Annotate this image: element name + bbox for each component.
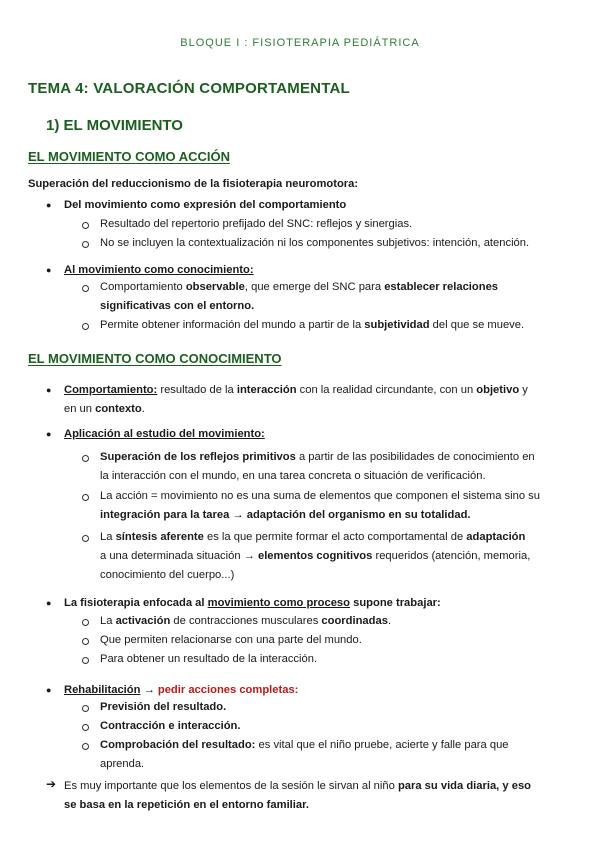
subtitle: 1) EL MOVIMIENTO	[46, 117, 183, 134]
list-item: La síntesis aferente es la que permite formar el acto comportamental de adaptación	[100, 531, 526, 543]
list-item: Resultado del repertorio prefijado del SNC: reflejos y sinergias.	[100, 218, 413, 230]
bullet-icon: ●	[46, 685, 52, 695]
list-item: Para obtener un resultado de la interacción.	[100, 653, 318, 665]
arrow-note: Es muy importante que los elementos de la sesión le sirvan al niño para su vida diaria, y eso	[64, 780, 532, 792]
section-title-accion: EL MOVIMIENTO COMO ACCIÓN	[28, 149, 230, 164]
list-item: Comportamiento observable, que emerge del SNC para establecer relaciones	[100, 281, 499, 293]
topic-title: TEMA 4: VALORACIÓN COMPORTAMENTAL	[28, 80, 350, 97]
list-item: Superación de los reflejos primitivos a partir de las posibilidades de conocimiento en	[100, 451, 535, 463]
arrow-note-continuation: se basa en la repetición en el entorno familiar.	[64, 799, 309, 811]
list-item: Al movimiento como conocimiento:	[64, 264, 254, 276]
list-item: Contracción e interacción.	[100, 720, 241, 732]
list-item-continuation: en un contexto.	[64, 403, 145, 415]
list-item: Del movimiento como expresión del comportamiento	[64, 199, 347, 211]
list-item: Que permiten relacionarse con una parte del mundo.	[100, 634, 362, 646]
bullet-icon: ●	[46, 200, 52, 210]
arrow-right-icon: ➔	[46, 777, 57, 791]
list-item: No se incluyen la contextualización ni los componentes subjetivos: intención, atención.	[100, 237, 530, 249]
circle-bullet-icon	[82, 657, 89, 664]
list-item-continuation: integración para la tarea → adaptación del organismo en su totalidad.	[100, 509, 471, 521]
page-header: BLOQUE I : FISIOTERAPIA PEDIÁTRICA	[180, 37, 420, 49]
circle-bullet-icon	[82, 619, 89, 626]
list-item: La activación de contracciones musculares coordinadas.	[100, 615, 392, 627]
bullet-icon: ●	[46, 385, 52, 395]
list-item: Permite obtener información del mundo a partir de la subjetividad del que se mueve.	[100, 319, 525, 331]
list-item-continuation: la interacción con el mundo, en una tarea concreta o situación de verificación.	[100, 470, 486, 482]
circle-bullet-icon	[82, 285, 89, 292]
circle-bullet-icon	[82, 724, 89, 731]
bullet-icon: ●	[46, 429, 52, 439]
circle-bullet-icon	[82, 222, 89, 229]
bullet-icon: ●	[46, 598, 52, 608]
bullet-icon: ●	[46, 265, 52, 275]
list-item-continuation: aprenda.	[100, 758, 145, 770]
list-item: Comportamiento: resultado de la interacción con la realidad circundante, con un objetivo y	[64, 384, 528, 396]
circle-bullet-icon	[82, 535, 89, 542]
list-item: La acción = movimiento no es una suma de elementos que componen el sistema sino su	[100, 490, 540, 502]
circle-bullet-icon	[82, 743, 89, 750]
list-item: Previsión del resultado.	[100, 701, 227, 713]
circle-bullet-icon	[82, 705, 89, 712]
list-item: Comprobación del resultado: es vital que el niño pruebe, acierte y falle para que	[100, 739, 509, 751]
list-item-continuation: significativas con el entorno.	[100, 300, 255, 312]
circle-bullet-icon	[82, 455, 89, 462]
list-item: La fisioterapia enfocada al movimiento como proceso supone trabajar:	[64, 597, 441, 609]
list-item: Rehabilitación → pedir acciones completas:	[64, 684, 299, 696]
circle-bullet-icon	[82, 638, 89, 645]
section1-intro: Superación del reduccionismo de la fisioterapia neuromotora:	[28, 178, 359, 190]
circle-bullet-icon	[82, 323, 89, 330]
list-item-continuation: conocimiento del cuerpo...)	[100, 569, 235, 581]
circle-bullet-icon	[82, 494, 89, 501]
section-title-conocimiento: EL MOVIMIENTO COMO CONOCIMIENTO	[28, 351, 282, 366]
circle-bullet-icon	[82, 241, 89, 248]
list-item-continuation: a una determinada situación → elementos cognitivos requeridos (atención, memoria,	[100, 550, 531, 562]
list-item: Aplicación al estudio del movimiento:	[64, 428, 265, 440]
